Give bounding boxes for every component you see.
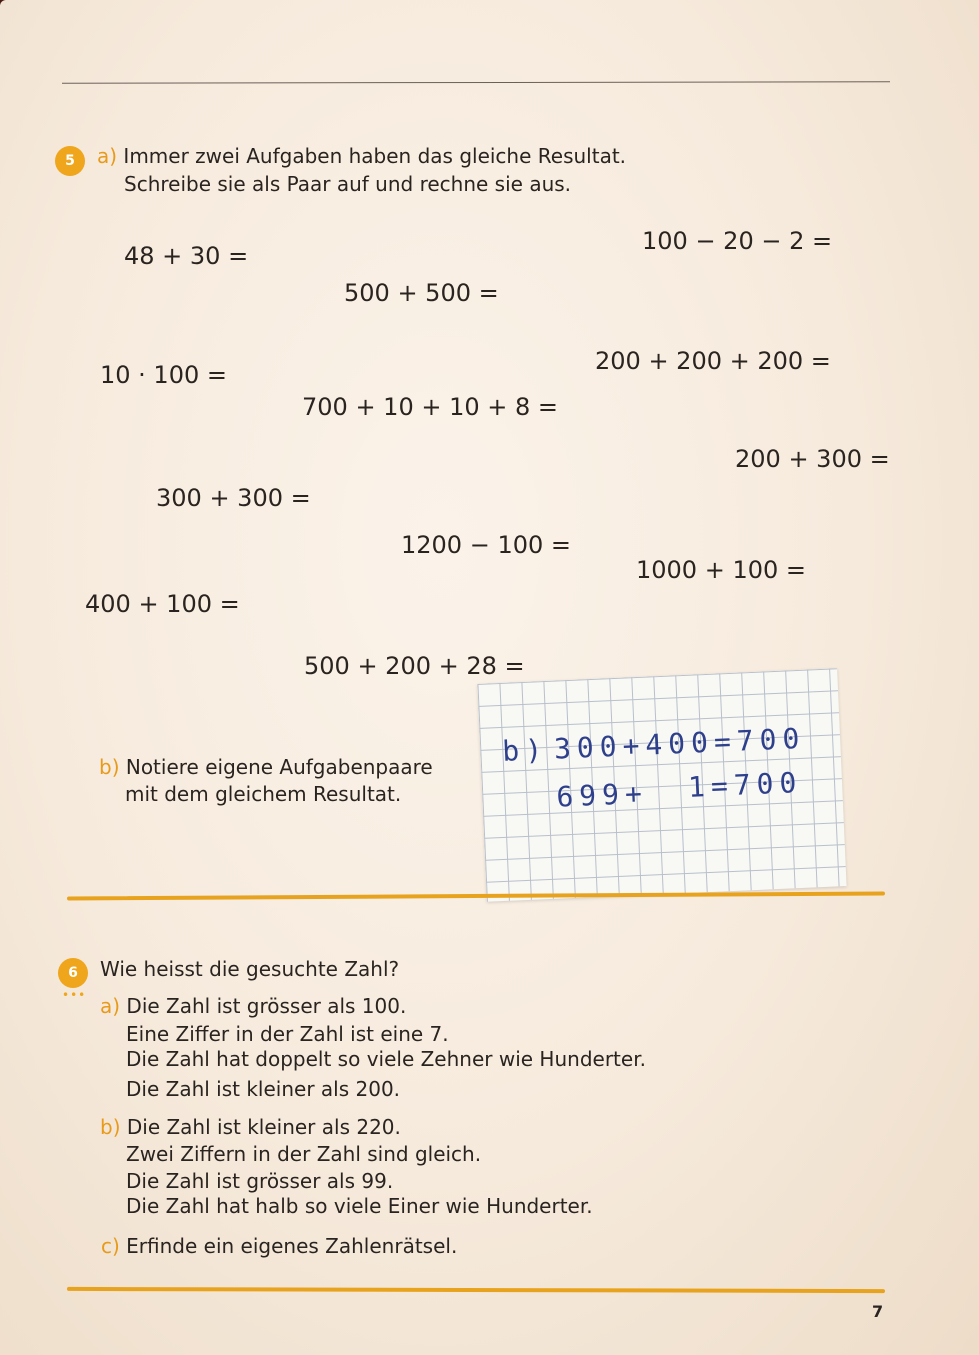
exercise-5a-instruction-line1 [97,142,626,170]
equation: 700 + 10 + 10 + 8 = [302,393,558,421]
equation: 1200 − 100 = [401,531,571,559]
exercise-5a-text: Immer zwei Aufgaben haben das gleiche Resultat. [123,144,627,168]
exercise-5-divider [67,892,885,901]
exercise-6a-letter: a) [100,994,121,1018]
exercise-6c-line [101,1232,457,1260]
difficulty-dots: ••• [62,988,87,1002]
exercise-6a-line4: Die Zahl ist kleiner als 200. [126,1077,401,1101]
equation: 100 − 20 − 2 = [642,227,833,255]
exercise-6c-text: Erfinde ein eigenes Zahlenrätsel. [126,1234,458,1258]
handwriting-equation-1: 300+400=700 [553,721,806,766]
exercise-6b-line4: Die Zahl hat halb so viele Einer wie Hunderter. [126,1194,593,1218]
exercise-5-badge: 5 [55,146,85,176]
equation: 200 + 300 = [735,445,890,473]
exercise-6c-letter: c) [101,1234,120,1258]
grid-paper-note [477,668,846,901]
equation: 500 + 200 + 28 = [304,652,525,680]
exercise-6a-line3: Die Zahl hat doppelt so viele Zehner wie Hunderter. [126,1047,646,1071]
equation: 400 + 100 = [85,590,240,618]
exercise-5a-letter: a) [97,144,118,168]
exercise-5b-instruction-line1 [99,753,433,781]
exercise-6b-letter: b) [100,1115,121,1139]
page-number: 7 [872,1302,884,1321]
exercise-5a-instruction-line2: Schreibe sie als Paar auf und rechne sie aus. [124,172,572,196]
exercise-5b-letter: b) [99,755,120,779]
handwriting-line2-left: 699+ [555,776,649,814]
exercise-6b-line2: Zwei Ziffern in der Zahl sind gleich. [126,1142,482,1166]
equation: 48 + 30 = [124,242,249,270]
top-divider [62,81,890,83]
exercise-6b-line1 [100,1113,401,1141]
exercise-6a-line1 [100,992,406,1020]
equation: 200 + 200 + 200 = [595,347,831,375]
exercise-6-divider [67,1287,885,1293]
handwriting-label: b) [501,732,549,768]
exercise-6-title: Wie heisst die gesuchte Zahl? [100,957,400,981]
handwriting-line2-right: 1=700 [687,765,804,804]
equation: 500 + 500 = [344,279,499,307]
exercise-5b-instruction-line2: mit dem gleichem Resultat. [125,782,402,806]
equation: 300 + 300 = [156,484,311,512]
exercise-5b-text: Notiere eigene Aufgabenpaare [125,755,433,779]
exercise-6a-line2: Eine Ziffer in der Zahl ist eine 7. [126,1022,449,1046]
equation: 10 · 100 = [100,361,227,389]
equation: 1000 + 100 = [636,556,806,584]
exercise-6-badge: 6 [58,958,88,988]
exercise-6b-line3: Die Zahl ist grösser als 99. [126,1169,394,1193]
exercise-6b-text: Die Zahl ist kleiner als 220. [126,1115,401,1139]
exercise-6a-text: Die Zahl ist grösser als 100. [126,994,407,1018]
handwriting-line1 [502,722,806,768]
